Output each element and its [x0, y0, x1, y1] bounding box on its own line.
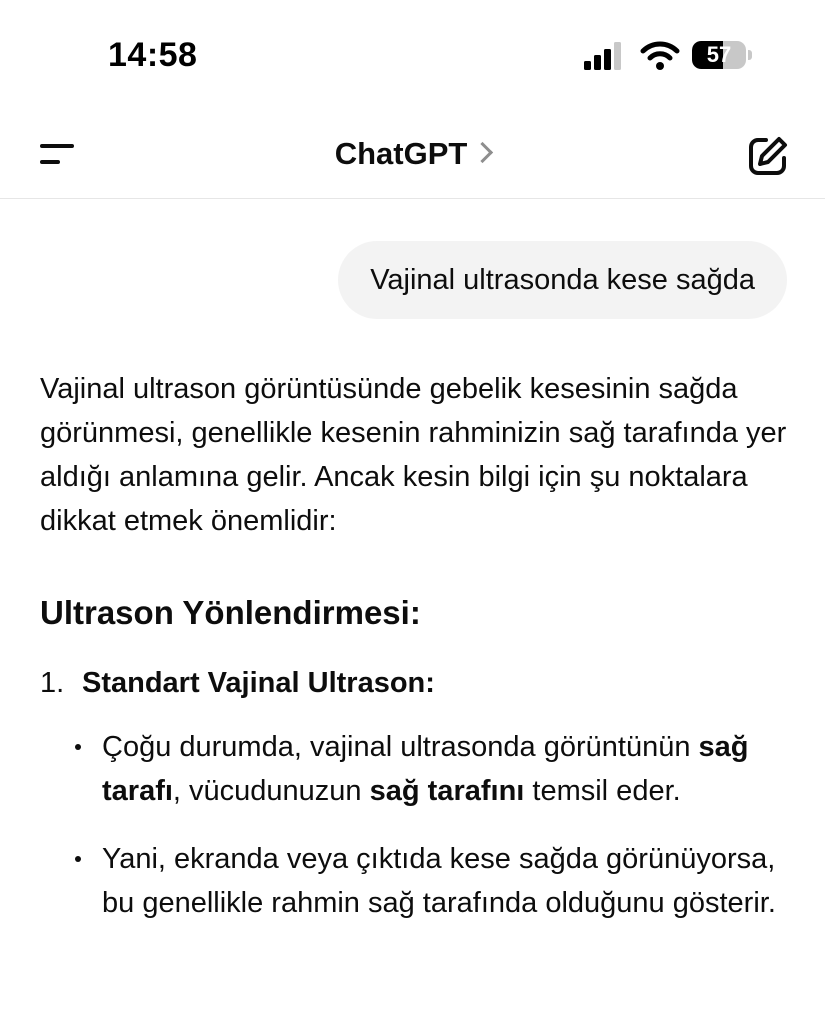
battery-tip	[748, 50, 752, 60]
battery-icon	[692, 41, 754, 71]
status-time: 14:58	[108, 36, 198, 74]
bullet-bold: sağ tarafı	[102, 731, 749, 807]
cellular-signal-icon	[584, 42, 624, 70]
edit-icon	[746, 134, 790, 178]
bullet-list	[40, 725, 790, 925]
bullet-text: Yani, ekranda veya çıktıda kese sağda görünüyorsa, bu genellikle rahmin sağ tarafında olduğunu gösterir.	[102, 843, 776, 919]
status-bar	[0, 0, 825, 110]
section-heading: Ultrason Yönlendirmesi:	[40, 594, 421, 631]
bullet-text: , vücudunuzun	[172, 775, 370, 807]
wifi-icon	[640, 40, 680, 70]
list-item	[102, 837, 790, 925]
app-header	[0, 110, 825, 199]
bullet-dot	[75, 744, 81, 750]
bullet-text: temsil eder.	[524, 775, 681, 807]
list-item	[102, 725, 790, 813]
list-number: 1.	[40, 667, 65, 699]
bullet-dot	[75, 856, 81, 862]
user-message-bubble[interactable]: Vajinal ultrasonda kese sağda	[338, 241, 787, 319]
list-item-title: Standart Vajinal Ultrason:	[82, 667, 435, 699]
bullet-text: Çoğu durumda, vajinal ultrasonda görüntünün	[102, 731, 699, 763]
assistant-message	[40, 367, 790, 949]
assistant-intro: Vajinal ultrason görüntüsünde gebelik kesesinin sağda görünmesi, genellikle kesenin rahminizin sağ tarafında yer aldığı anlamına gelir. Ancak kesin bilgi için şu noktalara dikkat etmek önemlidir:	[40, 373, 787, 537]
new-chat-button[interactable]	[746, 134, 790, 178]
battery-body	[692, 41, 746, 69]
chevron-right-icon	[472, 142, 493, 163]
model-selector[interactable]	[0, 136, 825, 172]
ordered-list-item	[40, 661, 790, 705]
header-title: ChatGPT	[334, 136, 468, 171]
battery-level: 57	[706, 42, 732, 67]
conversation	[0, 199, 825, 1024]
bullet-bold: sağ tarafını	[369, 775, 525, 807]
